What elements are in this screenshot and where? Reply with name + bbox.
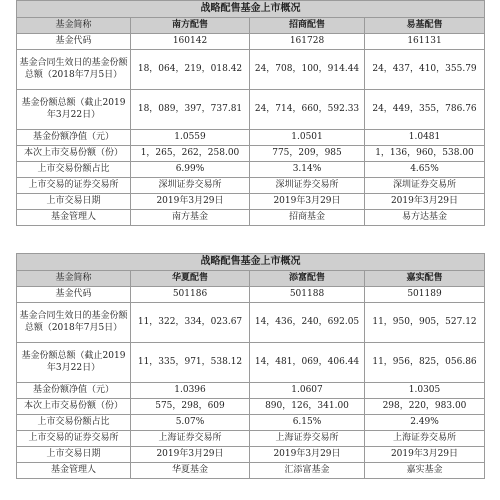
row-label: 基金管理人 [17, 463, 131, 479]
table-cell: 嘉实基金 [365, 463, 485, 479]
row-label: 本次上市交易份额（份） [17, 146, 131, 162]
header-label: 基金简称 [17, 271, 131, 287]
table-row [17, 343, 485, 383]
table-cell: 1.0396 [131, 383, 250, 399]
table-row [17, 50, 485, 90]
table-cell: 深圳证券交易所 [250, 178, 365, 194]
table-cell: 上海证券交易所 [131, 431, 250, 447]
table-row [17, 210, 485, 226]
table-cell: 6.99% [131, 162, 250, 178]
table-row [17, 146, 485, 162]
row-label: 基金合同生效日的基金份额总额（2018年7月5日） [17, 50, 131, 90]
table-cell: 华夏基金 [131, 463, 250, 479]
row-label: 基金份额净值（元） [17, 383, 131, 399]
table-title: 战略配售基金上市概况 [17, 1, 485, 18]
table-row [17, 287, 485, 303]
table-cell: 2019年3月29日 [131, 447, 250, 463]
table-cell: 24，437，410，355.79 [365, 50, 485, 90]
header-fund-2: 添富配售 [250, 271, 365, 287]
table-cell: 24，449，355，786.76 [365, 90, 485, 130]
table-row [17, 178, 485, 194]
row-label: 基金代码 [17, 34, 131, 50]
table-cell: 5.07% [131, 415, 250, 431]
table-cell: 18，089，397，737.81 [131, 90, 250, 130]
table-cell: 1，136，960，538.00 [365, 146, 485, 162]
table-cell: 深圳证券交易所 [131, 178, 250, 194]
table-cell: 南方基金 [131, 210, 250, 226]
table-cell: 501186 [131, 287, 250, 303]
table-title-row [17, 1, 485, 18]
row-label: 基金份额总额（截止2019年3月22日） [17, 343, 131, 383]
table-cell: 1.0481 [365, 130, 485, 146]
header-fund-2: 招商配售 [250, 18, 365, 34]
row-label: 上市交易份额占比 [17, 162, 131, 178]
table-cell: 2019年3月29日 [365, 194, 485, 210]
table-row [17, 463, 485, 479]
row-label: 本次上市交易份额（份） [17, 399, 131, 415]
table-cell: 1.0607 [250, 383, 365, 399]
fund-overview-table-2 [16, 253, 485, 479]
header-fund-3: 易基配售 [365, 18, 485, 34]
table-cell: 3.14% [250, 162, 365, 178]
table-row [17, 431, 485, 447]
table-header-row [17, 18, 485, 34]
table-cell: 上海证券交易所 [365, 431, 485, 447]
table-cell: 24，708，100，914.44 [250, 50, 365, 90]
table-title: 战略配售基金上市概况 [17, 254, 485, 271]
table-row [17, 415, 485, 431]
table-cell: 14，481，069，406.44 [250, 343, 365, 383]
table-cell: 易方达基金 [365, 210, 485, 226]
table-cell: 298，220，983.00 [365, 399, 485, 415]
fund-overview-table-1 [16, 0, 485, 226]
table-cell: 汇添富基金 [250, 463, 365, 479]
table-cell: 14，436，240，692.05 [250, 303, 365, 343]
table-row [17, 194, 485, 210]
table-cell: 2019年3月29日 [250, 447, 365, 463]
row-label: 上市交易份额占比 [17, 415, 131, 431]
table-cell: 招商基金 [250, 210, 365, 226]
table-cell: 上海证券交易所 [250, 431, 365, 447]
table-cell: 深圳证券交易所 [365, 178, 485, 194]
table-cell: 24，714，660，592.33 [250, 90, 365, 130]
row-label: 基金管理人 [17, 210, 131, 226]
table-cell: 161131 [365, 34, 485, 50]
table-row [17, 34, 485, 50]
table-cell: 18，064，219，018.42 [131, 50, 250, 90]
table-cell: 11，956，825，056.86 [365, 343, 485, 383]
table-header-row [17, 271, 485, 287]
table-cell: 2019年3月29日 [131, 194, 250, 210]
table-cell: 1.0501 [250, 130, 365, 146]
table-cell: 1，265，262，258.00 [131, 146, 250, 162]
table-cell: 1.0305 [365, 383, 485, 399]
table-row [17, 383, 485, 399]
row-label: 上市交易日期 [17, 447, 131, 463]
header-label: 基金简称 [17, 18, 131, 34]
table-row [17, 399, 485, 415]
header-fund-1: 华夏配售 [131, 271, 250, 287]
table-cell: 11，950，905，527.12 [365, 303, 485, 343]
table-cell: 11，322，334，023.67 [131, 303, 250, 343]
row-label: 上市交易日期 [17, 194, 131, 210]
table-row [17, 303, 485, 343]
table-cell: 1.0559 [131, 130, 250, 146]
table-cell: 775，209，985 [250, 146, 365, 162]
table-cell: 161728 [250, 34, 365, 50]
table-cell: 6.15% [250, 415, 365, 431]
table-cell: 501188 [250, 287, 365, 303]
table-row [17, 162, 485, 178]
table-cell: 11，335，971，538.12 [131, 343, 250, 383]
table-cell: 160142 [131, 34, 250, 50]
row-label: 上市交易的证券交易所 [17, 178, 131, 194]
table-row [17, 447, 485, 463]
row-label: 上市交易的证券交易所 [17, 431, 131, 447]
header-fund-3: 嘉实配售 [365, 271, 485, 287]
table-cell: 4.65% [365, 162, 485, 178]
row-label: 基金份额总额（截止2019年3月22日） [17, 90, 131, 130]
table-cell: 890，126，341.00 [250, 399, 365, 415]
row-label: 基金份额净值（元） [17, 130, 131, 146]
table-cell: 575，298，609 [131, 399, 250, 415]
table-cell: 501189 [365, 287, 485, 303]
row-label: 基金合同生效日的基金份额总额（2018年7月5日） [17, 303, 131, 343]
table-cell: 2.49% [365, 415, 485, 431]
table-title-row [17, 254, 485, 271]
table-cell: 2019年3月29日 [250, 194, 365, 210]
table-row [17, 90, 485, 130]
header-fund-1: 南方配售 [131, 18, 250, 34]
row-label: 基金代码 [17, 287, 131, 303]
table-row [17, 130, 485, 146]
table-cell: 2019年3月29日 [365, 447, 485, 463]
